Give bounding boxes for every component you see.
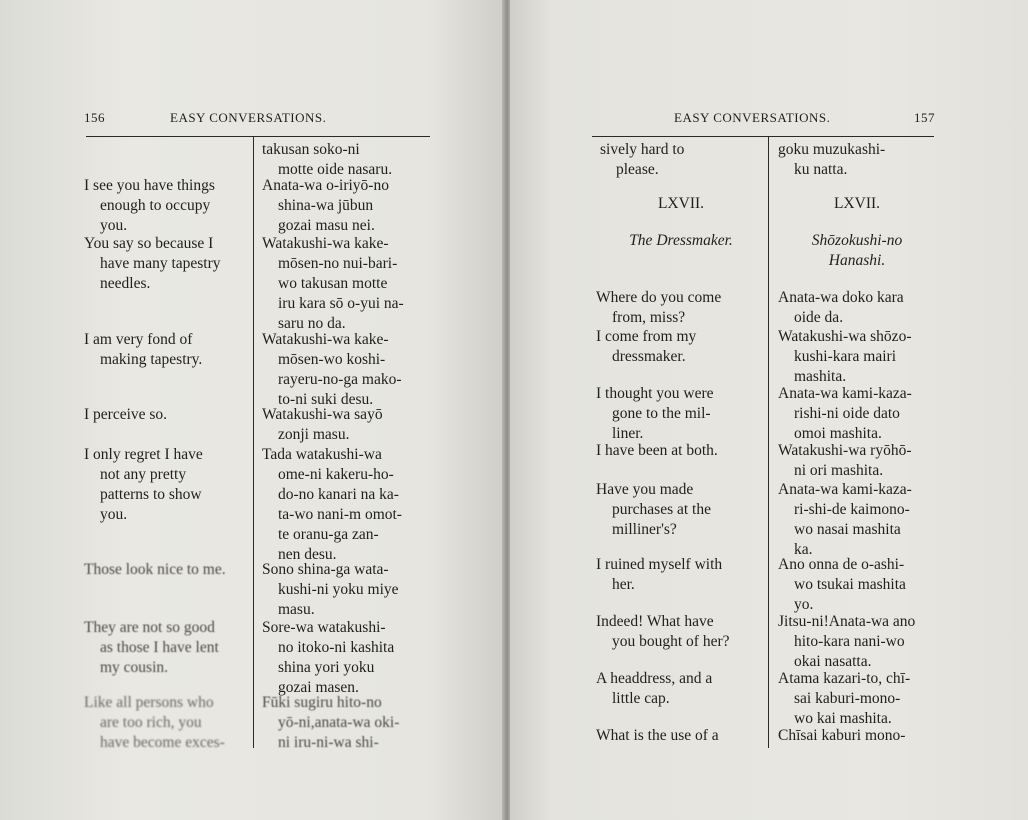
right-entry-en [596, 555, 762, 595]
right-running-head: EASY CONVERSATIONS. [674, 110, 831, 125]
left-entry-en [84, 693, 250, 753]
right-entry-ja-line: kushi-kara mairi [794, 348, 897, 365]
right-entry-ja-line: sai kaburi-mono- [794, 690, 901, 707]
right-entry-ja-line: omoi mashita. [794, 425, 882, 442]
left-entry-ja-line: do-no kanari na ka- [278, 486, 399, 503]
left-top-ja [262, 140, 440, 180]
right-entry-en [596, 726, 762, 746]
right-entry-en-line: I have been at both. [596, 442, 718, 459]
left-entry-ja-line: te oranu-ga zan- [278, 526, 379, 543]
right-entry-ja-line: Jitsu-ni!Anata-wa ano [778, 613, 916, 630]
right-entry-ja [778, 726, 956, 746]
left-entry-ja-line: mōsen-wo koshi- [278, 351, 386, 368]
left-entry-ja-line: gozai masen. [278, 679, 359, 696]
left-entry-ja-line: Watakushi-wa kake- [262, 235, 389, 252]
left-entry-en-line: Like all persons who [84, 694, 214, 711]
right-entry-en-line: A headdress, and a [596, 670, 713, 687]
right-entry-en-line: gone to the mil- [612, 405, 711, 422]
right-top-ja-line: ku natta. [794, 161, 848, 178]
left-entry-en-line: needles. [100, 275, 151, 292]
left-entry-en-line: Those look nice to me. [84, 561, 226, 578]
left-entry-ja-line: iru kara sō o-yui na- [278, 295, 404, 312]
left-entry-en [84, 330, 250, 370]
right-entry-en-line: Where do you come [596, 289, 722, 306]
left-entry-en-line: you. [100, 217, 128, 234]
left-entry-ja [262, 560, 440, 620]
left-entry-en-line: have become exces- [100, 734, 225, 751]
left-entry-en-line: my cousin. [100, 659, 169, 676]
right-entry-ja-line: wo kai mashita. [794, 710, 892, 727]
right-top-en [600, 140, 766, 180]
right-entry-en [596, 480, 762, 540]
right-entry-en-line: milliner's? [612, 521, 677, 538]
right-entry-ja-line: oide da. [794, 309, 844, 326]
left-entry-ja-line: ome-ni kakeru-ho- [278, 466, 394, 483]
right-entry-ja [778, 612, 956, 672]
left-entry-ja-line: ta-wo nani-m omot- [278, 506, 402, 523]
left-entry-en-line: I only regret I have [84, 446, 203, 463]
left-entry-ja [262, 445, 440, 565]
left-entry-en-line: have many tapestry [100, 255, 221, 272]
section-title-ja: Shōzokushi-no [811, 232, 903, 249]
left-entry-en-line: They are not so good [84, 619, 215, 636]
right-entry-ja [778, 441, 956, 481]
left-entry-ja [262, 618, 440, 698]
right-page-number: 157 [914, 110, 935, 125]
left-entry-en-line: I am very fond of [84, 331, 193, 348]
left-top-ja-line: takusan soko-ni [262, 141, 360, 158]
left-entry-ja-line: Sore-wa watakushi- [262, 619, 386, 636]
right-entry-ja-line: hito-kara nani-wo [794, 633, 905, 650]
right-entry-ja [778, 288, 956, 328]
left-entry-ja-line: shina yori yoku [278, 659, 375, 676]
left-top-ja-line: motte oide nasaru. [278, 161, 393, 178]
right-entry-ja-line: Chīsai kaburi mono- [778, 727, 906, 744]
left-entry-ja-line: wo takusan motte [278, 275, 388, 292]
left-entry-ja-line: Watakushi-wa kake- [262, 331, 389, 348]
left-entry-ja-line: Anata-wa o-iriyō-no [262, 177, 389, 194]
left-entry-ja-line: to-ni suki desu. [278, 391, 374, 408]
right-entry-en-line: Indeed! What have [596, 613, 714, 630]
left-entry-en-line: You say so because I [84, 235, 214, 252]
right-entry-ja [778, 480, 956, 560]
left-entry-ja-line: Watakushi-wa sayō [262, 406, 383, 423]
left-entry-en-line: you. [100, 506, 128, 523]
right-top-ja [778, 140, 956, 180]
right-entry-en-line: I thought you were [596, 385, 714, 402]
left-entry-en-line: I perceive so. [84, 406, 168, 423]
right-entry-ja-line: Ano onna de o-ashi- [778, 556, 905, 573]
right-entry-ja-line: yo. [794, 596, 814, 613]
right-entry-en-line: I come from my [596, 328, 697, 345]
right-entry-ja-line: okai nasatta. [794, 653, 872, 670]
left-entry-ja-line: masu. [278, 601, 315, 618]
left-entry-ja-line: ni iru-ni-wa shi- [278, 734, 379, 751]
left-page-number: 156 [84, 110, 105, 125]
right-entry-ja-line: wo tsukai mashita [794, 576, 906, 593]
right-entry-en [596, 669, 762, 709]
left-entry-en-line: not any pretty [100, 466, 187, 483]
right-entry-ja-line: Anata-wa kami-kaza- [778, 481, 912, 498]
right-entry-en [596, 612, 762, 652]
right-entry-ja-line: Anata-wa doko kara [778, 289, 904, 306]
left-entry-en [84, 560, 250, 580]
left-entry-en-line: making tapestry. [100, 351, 203, 368]
section-number-en: LXVII. [657, 195, 705, 212]
right-entry-ja-line: ri-shi-de kaimono- [794, 501, 910, 518]
right-entry-en-line: you bought of her? [612, 633, 730, 650]
right-entry-en-line: little cap. [612, 690, 670, 707]
right-entry-ja-line: ka. [794, 541, 813, 558]
right-top-en-line: please. [616, 161, 659, 178]
right-entry-en [596, 384, 762, 444]
left-entry-ja [262, 234, 440, 334]
left-entry-ja-line: yō-ni,anata-wa oki- [278, 714, 400, 731]
right-entry-en-line: I ruined myself with [596, 556, 723, 573]
left-entry-ja [262, 693, 440, 753]
right-entry-ja-line: Atama kazari-to, chī- [778, 670, 911, 687]
section-number-ja: LXVII. [833, 195, 881, 212]
left-entry-ja-line: Sono shina-ga wata- [262, 561, 389, 578]
left-entry-ja-line: nen desu. [278, 546, 337, 563]
right-entry-ja-line: mashita. [794, 368, 847, 385]
left-entry-ja [262, 176, 440, 236]
left-entry-ja [262, 330, 440, 410]
left-entry-ja-line: shina-wa jūbun [278, 197, 374, 214]
section-title-ja: Hanashi. [828, 252, 886, 269]
left-entry-ja-line: gozai masu nei. [278, 217, 375, 234]
left-entry-ja-line: Fūki sugiru hito-no [262, 694, 382, 711]
left-entry-en [84, 445, 250, 525]
left-entry-en [84, 405, 250, 425]
right-entry-ja-line: Watakushi-wa ryōhō- [778, 442, 912, 459]
left-entry-en [84, 234, 250, 294]
left-entry-ja-line: rayeru-no-ga mako- [278, 371, 402, 388]
left-entry-ja [262, 405, 440, 445]
right-top-en-line: sively hard to [600, 141, 685, 158]
left-page [0, 0, 504, 820]
left-entry-en-line: as those I have lent [100, 639, 219, 656]
left-entry-en-line: patterns to show [100, 486, 202, 503]
right-page [510, 0, 1028, 820]
right-entry-en-line: What is the use of a [596, 727, 719, 744]
left-entry-en [84, 176, 250, 236]
right-entry-en-line: from, miss? [612, 309, 686, 326]
right-entry-en-line: purchases at the [612, 501, 711, 518]
left-running-head: EASY CONVERSATIONS. [170, 110, 327, 125]
left-entry-ja-line: kushi-ni yoku miye [278, 581, 399, 598]
right-entry-ja-line: ni ori mashita. [794, 462, 884, 479]
right-entry-ja [778, 669, 956, 729]
left-entry-ja-line: zonji masu. [278, 426, 350, 443]
left-entry-en-line: enough to occupy [100, 197, 211, 214]
left-entry-ja-line: mōsen-no nui-bari- [278, 255, 398, 272]
right-entry-ja-line: rishi-ni oide dato [794, 405, 900, 422]
right-entry-ja [778, 555, 956, 615]
right-entry-ja-line: Anata-wa kami-kaza- [778, 385, 912, 402]
right-entry-en [596, 441, 762, 461]
left-entry-ja-line: saru no da. [278, 315, 346, 332]
right-entry-en-line: dressmaker. [612, 348, 686, 365]
left-entry-en-line: I see you have things [84, 177, 215, 194]
section-title-en: The Dressmaker. [629, 232, 733, 249]
right-entry-en-line: liner. [612, 425, 644, 442]
right-entry-en-line: her. [612, 576, 635, 593]
right-entry-ja [778, 327, 956, 387]
right-entry-en [596, 288, 762, 328]
left-entry-ja-line: Tada watakushi-wa [262, 446, 382, 463]
right-entry-en [596, 327, 762, 367]
left-entry-en-line: are too rich, you [100, 714, 202, 731]
right-top-ja-line: goku muzukashi- [778, 141, 886, 158]
left-entry-en [84, 618, 250, 678]
left-entry-ja-line: no itoko-ni kashita [278, 639, 395, 656]
right-entry-ja-line: Watakushi-wa shōzo- [778, 328, 912, 345]
right-entry-ja [778, 384, 956, 444]
right-entry-ja-line: wo nasai mashita [794, 521, 901, 538]
right-entry-en-line: Have you made [596, 481, 694, 498]
